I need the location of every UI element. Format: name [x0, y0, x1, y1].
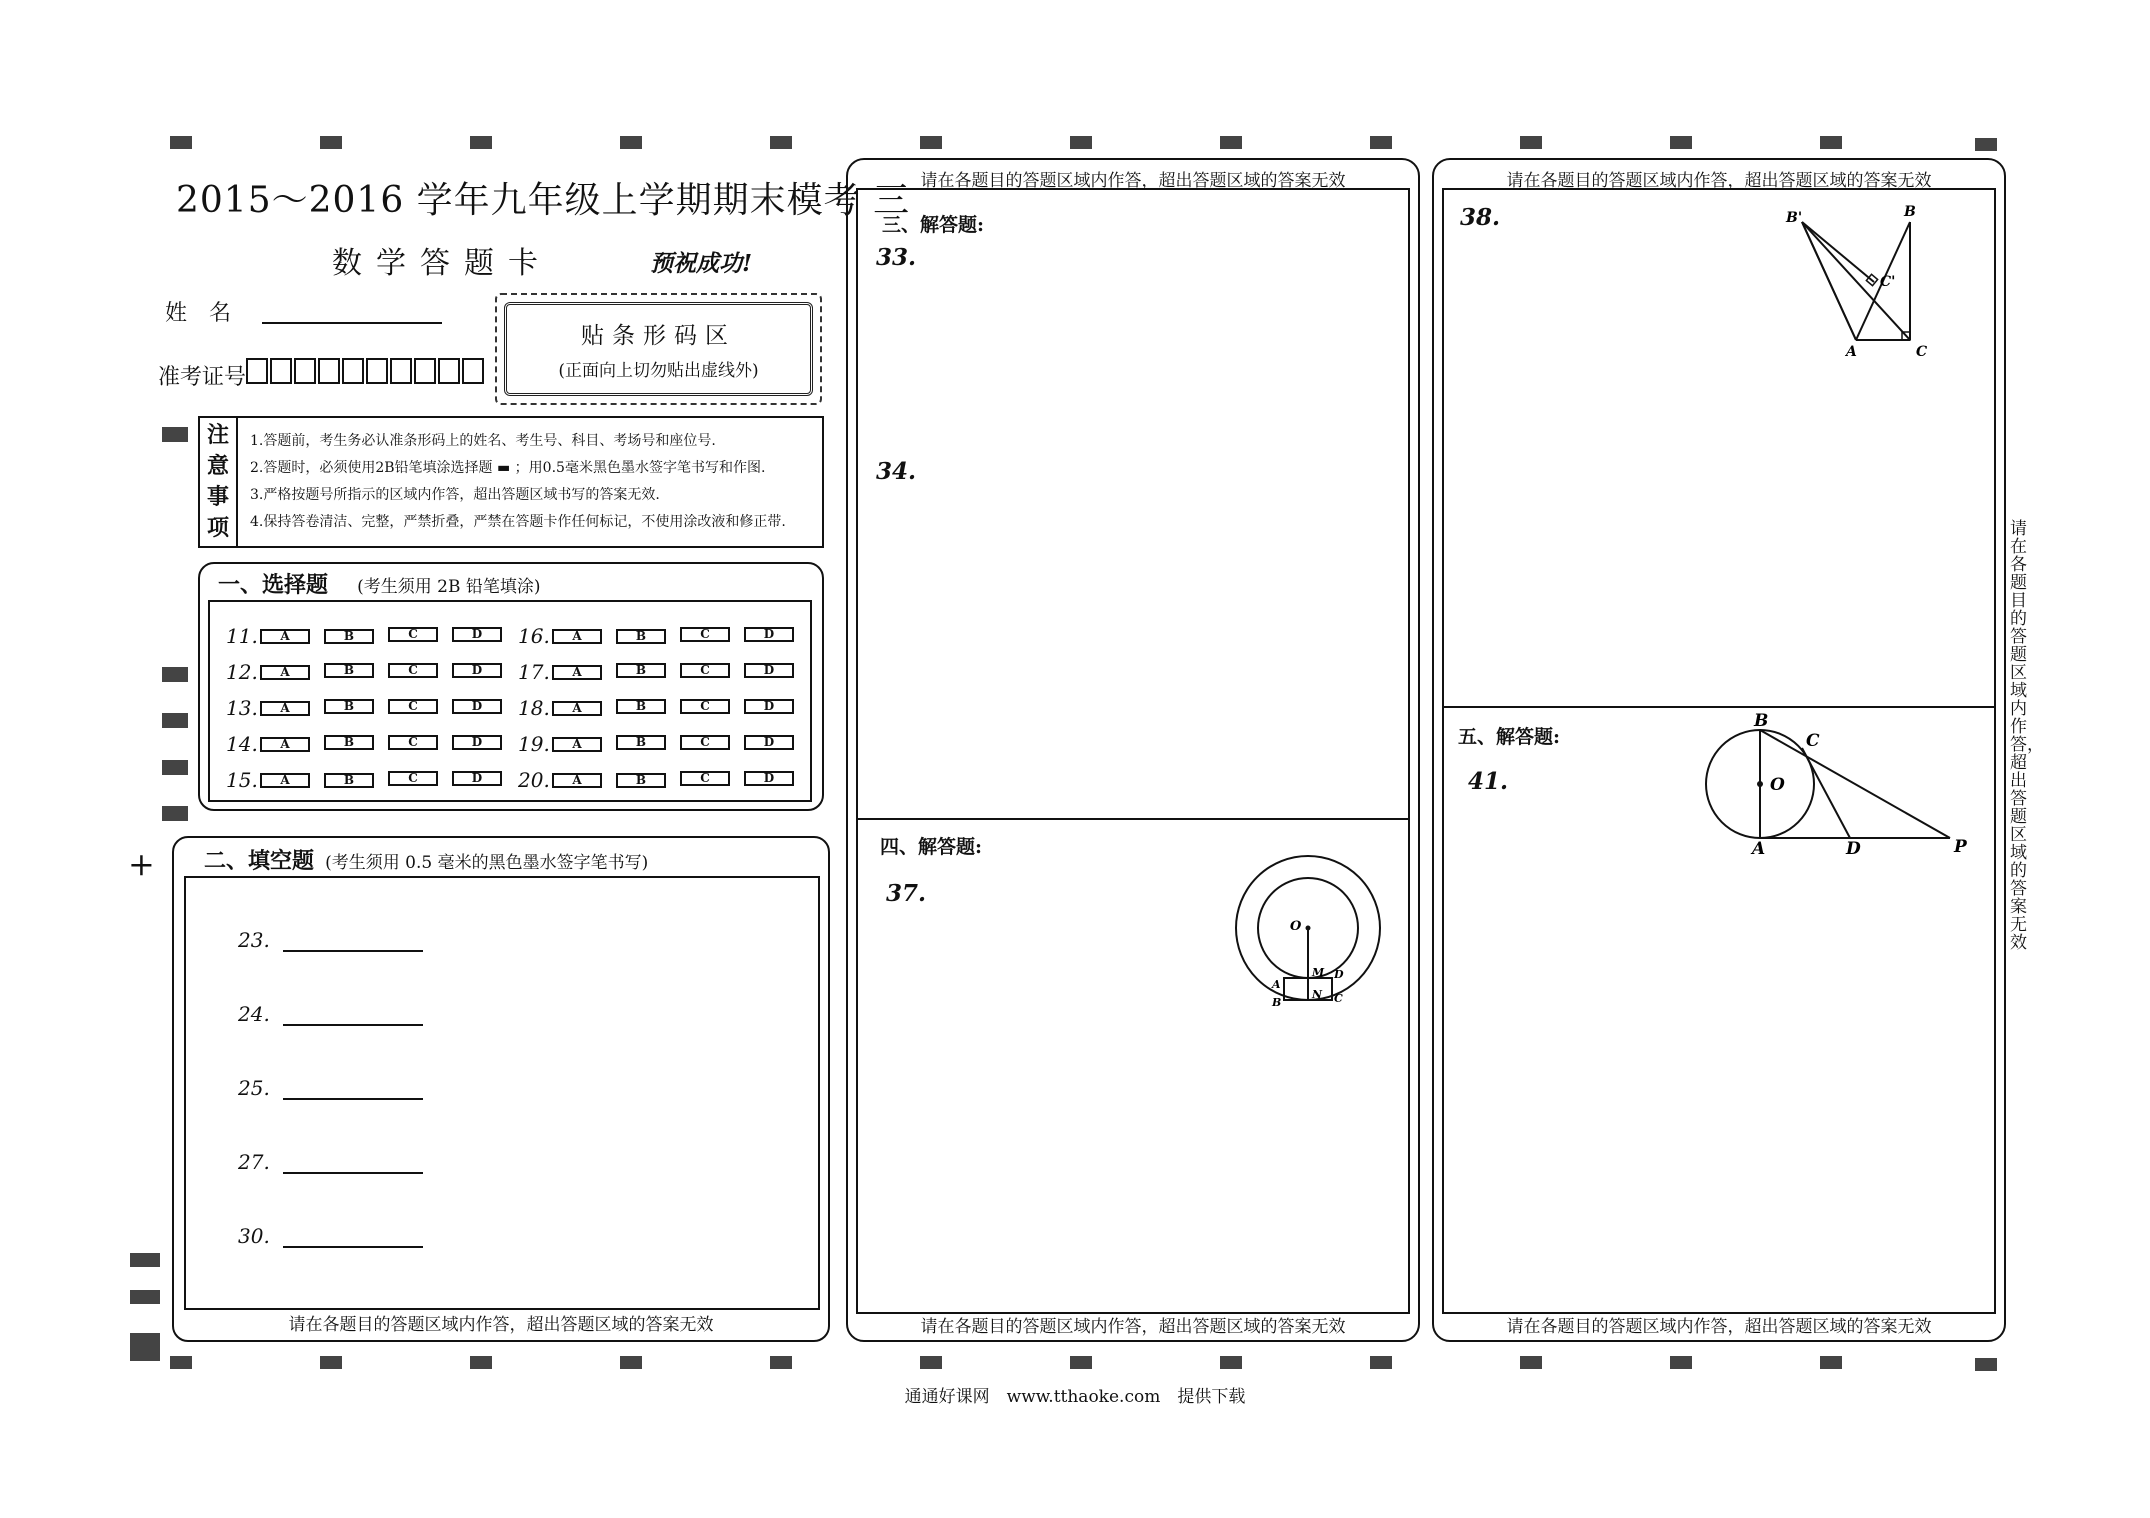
exam-id-label: 准考证号 [158, 365, 247, 390]
section-divider [858, 818, 1408, 820]
question-34-number: 34. [876, 458, 917, 485]
option-d[interactable]: D [744, 735, 794, 750]
notice-heading-char: 意 [206, 453, 229, 479]
point-label: N [1312, 988, 1323, 1001]
side-warning: 请在各题目的答题区域内作答，超出答题区域的答案无效 [2010, 519, 2044, 953]
question-41-number: 41. [1468, 768, 1509, 795]
fill-section [172, 836, 830, 1342]
question-number: 25. [238, 1076, 270, 1100]
option-b[interactable]: B [616, 735, 666, 750]
option-c[interactable]: C [388, 627, 438, 642]
option-c[interactable]: C [680, 699, 730, 714]
point-label: A [1272, 978, 1281, 991]
section3-title: 三、解答题: [882, 214, 985, 236]
point-label: C' [1880, 274, 1896, 290]
id-box[interactable] [438, 358, 460, 384]
point-label: B' [1786, 210, 1803, 226]
option-b[interactable]: B [616, 699, 666, 714]
option-b[interactable]: B [324, 663, 374, 678]
question-number: 11. [226, 624, 258, 648]
slogan: 预祝成功! [650, 250, 753, 277]
option-c[interactable]: C [388, 735, 438, 750]
notice-item: 4.保持答卷清洁、完整，严禁折叠，严禁在答题卡作任何标记，不使用涂改液和修正带. [250, 514, 786, 530]
id-box[interactable] [246, 358, 268, 384]
point-label: D [1846, 839, 1861, 859]
page-title: 2015～2016 学年九年级上学期期末模考 三 [176, 180, 911, 221]
answer-area-warning: 请在各题目的答题区域内作答，超出答题区域的答案无效 [920, 1317, 1346, 1337]
question-number: 27. [238, 1150, 270, 1174]
exam-id-boxes[interactable] [246, 358, 486, 384]
option-c[interactable]: C [680, 735, 730, 750]
option-a[interactable]: A [552, 665, 602, 680]
fill-note: (考生须用 0.5 毫米的黑色墨水签字笔书写) [325, 853, 649, 873]
option-d[interactable]: D [452, 699, 502, 714]
id-box[interactable] [414, 358, 436, 384]
option-d[interactable]: D [452, 627, 502, 642]
id-box[interactable] [342, 358, 364, 384]
answer-blank[interactable] [283, 950, 423, 952]
option-a[interactable]: A [552, 629, 602, 644]
option-b[interactable]: B [616, 629, 666, 644]
notice-heading-char: 注 [206, 422, 229, 448]
question-number: 17. [518, 660, 550, 684]
choice-note: (考生须用 2B 铅笔填涂) [357, 577, 541, 597]
point-label: C [1806, 731, 1820, 751]
point-label: C [1334, 992, 1343, 1005]
barcode-area [495, 293, 822, 405]
notice-item: 3.严格按题号所指示的区域内作答，超出答题区域书写的答案无效. [250, 487, 660, 503]
notice-box [198, 416, 824, 548]
option-c[interactable]: C [680, 627, 730, 642]
option-c[interactable]: C [388, 663, 438, 678]
question-number: 15. [226, 768, 258, 792]
question-number: 24. [238, 1002, 270, 1026]
middle-answer-panel [846, 158, 1420, 1342]
option-d[interactable]: D [452, 735, 502, 750]
figure-38-rotated-triangle [1786, 200, 1946, 360]
notice-item: 2.答题时，必须使用2B铅笔填涂选择题 ▬ ；用0.5毫米黑色墨水签字笔书写和作图. [250, 460, 766, 476]
section5-title: 五、解答题: [1458, 726, 1561, 748]
fill-answer-area [184, 876, 820, 1310]
option-b[interactable]: B [616, 773, 666, 788]
choice-title: 一、选择题 [218, 572, 329, 598]
answer-area-warning: 请在各题目的答题区域内作答，超出答题区域的答案无效 [920, 171, 1346, 191]
option-a[interactable]: A [552, 773, 602, 788]
question-33-number: 33. [876, 244, 917, 271]
name-field[interactable] [262, 322, 442, 324]
answer-blank[interactable] [283, 1098, 423, 1100]
question-number: 30. [238, 1224, 270, 1248]
option-a[interactable]: A [260, 665, 310, 680]
option-b[interactable]: B [616, 663, 666, 678]
right-answer-panel [1432, 158, 2006, 1342]
option-c[interactable]: C [680, 663, 730, 678]
middle-answer-area [856, 188, 1410, 1314]
point-label: D [1334, 968, 1344, 981]
barcode-note: (正面向上切勿贴出虚线外) [558, 361, 759, 381]
question-number: 18. [518, 696, 550, 720]
question-number: 23. [238, 928, 270, 952]
right-answer-area [1442, 188, 1996, 1314]
point-label: B [1904, 204, 1916, 220]
choice-grid [208, 600, 812, 802]
answer-blank[interactable] [283, 1024, 423, 1026]
option-d[interactable]: D [744, 699, 794, 714]
option-b[interactable]: B [324, 773, 374, 788]
choice-section [198, 562, 824, 811]
notice-heading-char: 事 [206, 484, 229, 510]
notice-heading-char: 项 [206, 515, 229, 541]
section4-title: 四、解答题: [880, 836, 983, 858]
option-d[interactable]: D [744, 663, 794, 678]
id-box[interactable] [390, 358, 412, 384]
answer-area-warning: 请在各题目的答题区域内作答，超出答题区域的答案无效 [1506, 1317, 1932, 1337]
footer-credit: 通通好课网 www.tthaoke.com 提供下载 [904, 1387, 1246, 1407]
point-label: P [1954, 837, 1967, 857]
point-label: O [1290, 919, 1302, 934]
point-label: O [1770, 775, 1785, 795]
question-37-number: 37. [886, 880, 927, 907]
point-label: A [1846, 344, 1857, 360]
question-38-number: 38. [1460, 204, 1501, 231]
section-divider [1444, 706, 1994, 708]
option-d[interactable]: D [744, 627, 794, 642]
option-a[interactable]: A [260, 629, 310, 644]
question-number: 20. [518, 768, 550, 792]
option-b[interactable]: B [324, 629, 374, 644]
point-label: B [1754, 711, 1769, 731]
answer-blank[interactable] [283, 1172, 423, 1174]
id-box[interactable] [294, 358, 316, 384]
question-number: 13. [226, 696, 258, 720]
point-label: C [1916, 344, 1928, 360]
option-d[interactable]: D [452, 663, 502, 678]
point-label: M [1312, 966, 1325, 979]
barcode-label: 贴条形码区 [581, 323, 736, 349]
card-subtitle: 数学答题卡 [332, 246, 552, 281]
option-a[interactable]: A [260, 773, 310, 788]
option-b[interactable]: B [324, 735, 374, 750]
question-number: 12. [226, 660, 258, 684]
point-label: B [1272, 996, 1282, 1009]
question-number: 16. [518, 624, 550, 648]
option-b[interactable]: B [324, 699, 374, 714]
option-d[interactable]: D [744, 771, 794, 786]
question-number: 14. [226, 732, 258, 756]
name-label: 姓 名 [165, 301, 232, 326]
option-d[interactable]: D [452, 771, 502, 786]
answer-area-warning: 请在各题目的答题区域内作答，超出答题区域的答案无效 [288, 1315, 714, 1335]
point-label: A [1752, 839, 1766, 859]
id-box[interactable] [462, 358, 484, 384]
option-a[interactable]: A [552, 701, 602, 716]
id-box[interactable] [270, 358, 292, 384]
figure-37-concentric-circles [1228, 850, 1388, 1010]
figure-41-circle-tangent [1706, 711, 1976, 859]
notice-item: 1.答题前，考生务必认准条形码上的姓名、考生号、科目、考场号和座位号. [250, 433, 716, 449]
fill-title: 二、填空题 [204, 848, 315, 874]
option-c[interactable]: C [388, 699, 438, 714]
answer-blank[interactable] [283, 1246, 423, 1248]
option-a[interactable]: A [260, 737, 310, 752]
question-number: 19. [518, 732, 550, 756]
answer-area-warning: 请在各题目的答题区域内作答，超出答题区域的答案无效 [1506, 171, 1932, 191]
option-c[interactable]: C [388, 771, 438, 786]
option-c[interactable]: C [680, 771, 730, 786]
id-box[interactable] [318, 358, 340, 384]
option-a[interactable]: A [552, 737, 602, 752]
option-a[interactable]: A [260, 701, 310, 716]
id-box[interactable] [366, 358, 388, 384]
